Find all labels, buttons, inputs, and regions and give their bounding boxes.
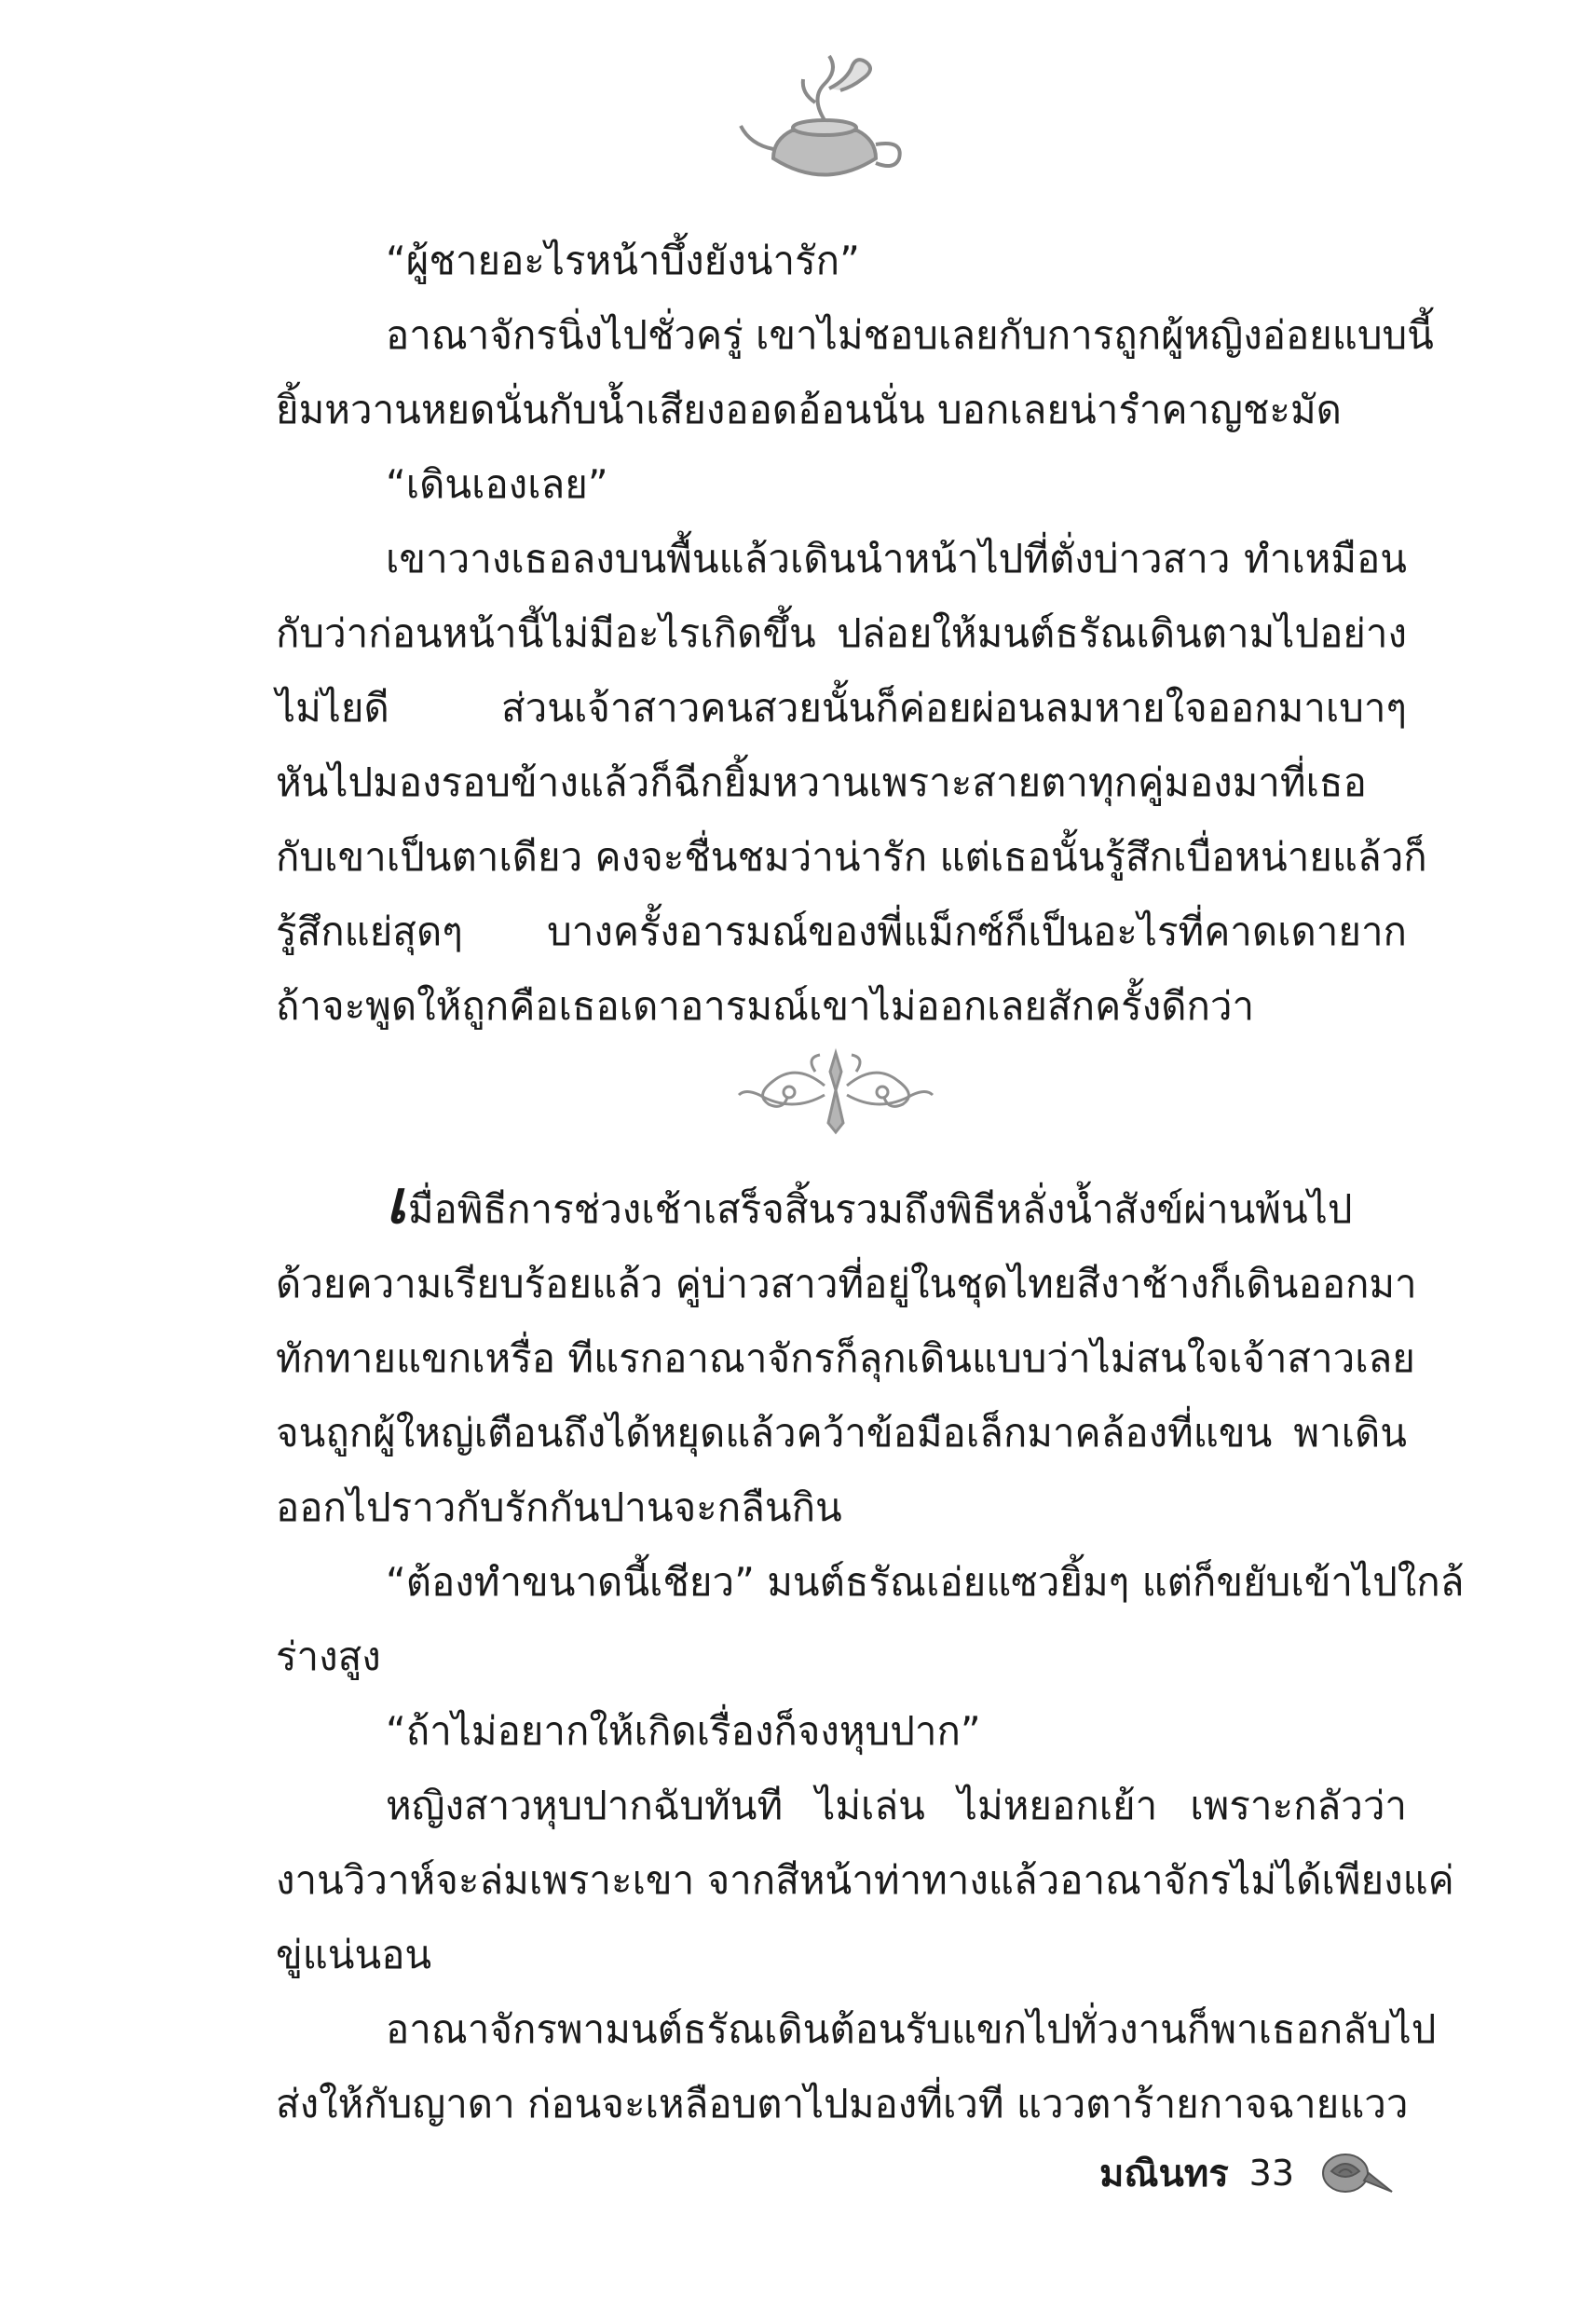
page-number: 33 [1248, 2153, 1295, 2194]
teapot-ornament-icon [736, 51, 913, 191]
text-line: อาณาจักรพามนต์ธรัณเดินต้อนรับแขกไปทั่วงานก็พาเธอกลับไป [386, 2006, 1437, 2052]
running-title: มณินทร [1099, 2153, 1229, 2195]
text-line: “เดินเองเลย” [386, 461, 608, 507]
text-line: “ต้องทำขนาดนี้เชียว” มนต์ธรัณเอ่ยแซวยิ้มๆ แต่ก็ขยับเข้าไปใกล้ [386, 1559, 1465, 1605]
text-line: กับเขาเป็นตาเดียว คงจะชื่นชมว่าน่ารัก แต่เธอนั้นรู้สึกเบื่อหน่ายแล้วก็ [276, 834, 1427, 880]
text-line: เขาวางเธอลงบนพื้นแล้วเดินนำหน้าไปที่ตั่งบ่าวสาว ทำเหมือน [386, 536, 1407, 581]
text-line: รู้สึกแย่สุดๆ บางครั้งอารมณ์ของพี่แม็กซ์ก็เป็นอะไรที่คาดเดายาก [276, 909, 1407, 954]
dropcap-line [276, 1169, 1407, 1247]
text-line: งานวิวาห์จะล่มเพราะเขา จากสีหน้าท่าทางแล้วอาณาจักรไม่ได้เพียงแค่ [276, 1857, 1454, 1903]
text-line: ออกไปราวกับรักกันปานจะกลืนกิน [276, 1484, 842, 1530]
scroll-divider-ornament-icon [731, 1044, 941, 1137]
text-line: ส่งให้กับญาดา ก่อนจะเหลือบตาไปมองที่เวที แววตาร้ายกาจฉายแวว [276, 2081, 1409, 2126]
text-line: กับว่าก่อนหน้านี้ไม่มีอะไรเกิดขึ้น ปล่อยให้มนต์ธรัณเดินตามไปอย่าง [276, 610, 1407, 656]
page-footer [1099, 2145, 1397, 2201]
text-line: ยิ้มหวานหยดนั่นกับน้ำเสียงออดอ้อนนั่น บอกเลยน่ารำคาญชะมัด [276, 387, 1342, 432]
dropcap-line-text: มื่อพิธีการช่วงเช้าเสร็จสิ้นรวมถึงพิธีหลั่งน้ำสังข์ผ่านพ้นไป [407, 1186, 1353, 1232]
text-line: หันไปมองรอบข้างแล้วก็ฉีกยิ้มหวานเพราะสายตาทุกคู่มองมาที่เธอ [276, 759, 1367, 805]
text-line: หญิงสาวหุบปากฉับทันที ไม่เล่น ไม่หยอกเย้า เพราะกลัวว่า [386, 1783, 1407, 1828]
text-line: จนถูกผู้ใหญ่เตือนถึงได้หยุดแล้วคว้าข้อมือเล็กมาคล้องที่แขน พาเดิน [276, 1410, 1407, 1456]
text-line: ทักทายแขกเหรื่อ ทีแรกอาณาจักรก็ลุกเดินแบบว่าไม่สนใจเจ้าสาวเลย [276, 1335, 1415, 1381]
text-line: ร่างสูง [276, 1634, 381, 1679]
text-line: “ผู้ชายอะไรหน้าบึ้งยังน่ารัก” [386, 238, 860, 283]
text-line: ขู่แน่นอน [276, 1932, 432, 1977]
text-line: ไม่ไยดี ส่วนเจ้าสาวคนสวยนั้นก็ค่อยผ่อนลมหายใจออกมาเบาๆ [276, 685, 1407, 731]
text-line: ถ้าจะพูดให้ถูกคือเธอเดาอารมณ์เขาไม่ออกเลยสักครั้งดีกว่า [276, 983, 1255, 1029]
rose-icon [1313, 2145, 1397, 2201]
text-line: ด้วยความเรียบร้อยแล้ว คู่บ่าวสาวที่อยู่ในชุดไทยสีงาช้างก็เดินออกมา [276, 1261, 1417, 1306]
text-line: อาณาจักรนิ่งไปชั่วครู่ เขาไม่ชอบเลยกับการถูกผู้หญิงอ่อยแบบนี้ [386, 312, 1434, 358]
dropcap-letter: เ [386, 1169, 406, 1238]
text-line: “ถ้าไม่อยากให้เกิดเรื่องก็จงหุบปาก” [386, 1708, 981, 1754]
